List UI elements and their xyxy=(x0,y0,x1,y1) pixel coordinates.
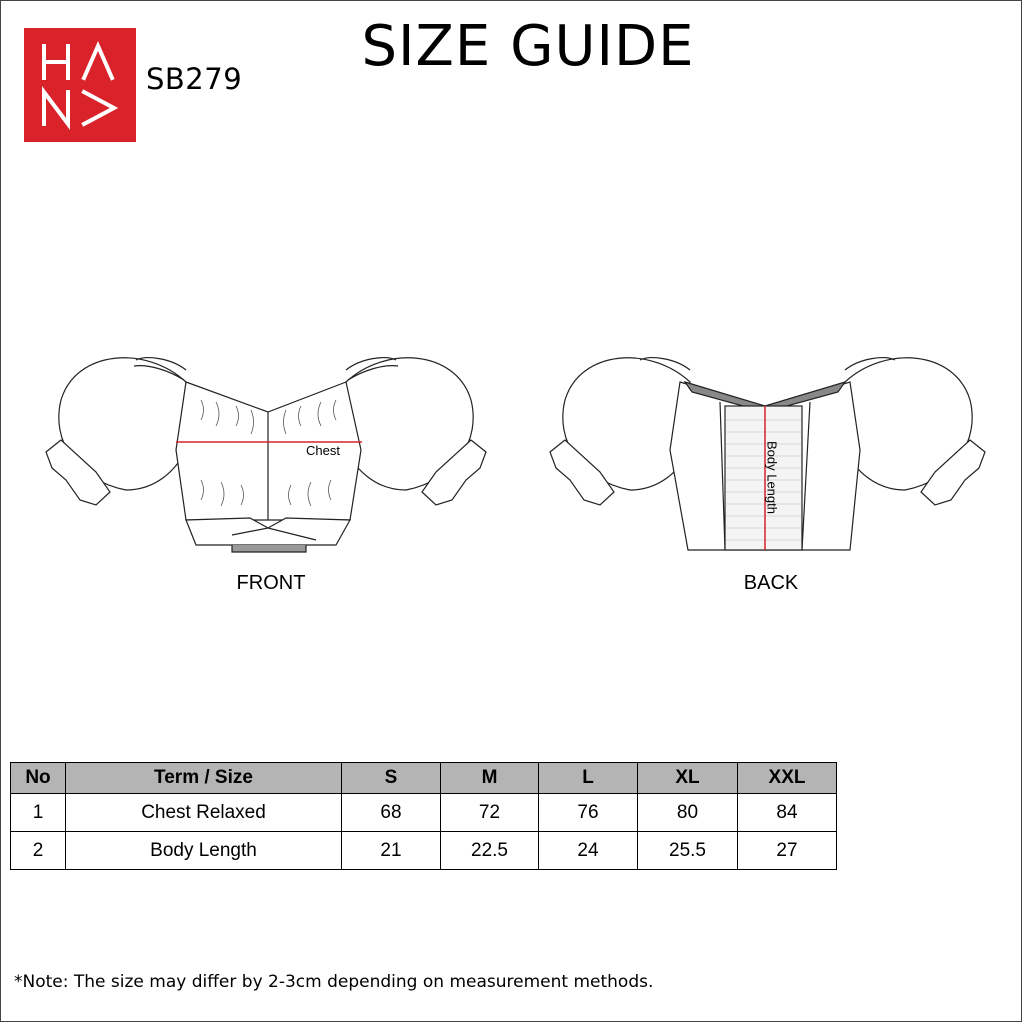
chest-label: Chest xyxy=(306,443,340,458)
product-code: SB279 xyxy=(146,62,243,96)
back-label: BACK xyxy=(743,572,799,594)
row-term: Chest Relaxed xyxy=(66,794,342,832)
front-sketch xyxy=(36,340,500,570)
cell-value: 25.5 xyxy=(638,832,738,870)
cell-value: 24 xyxy=(539,832,638,870)
cell-value: 80 xyxy=(638,794,738,832)
body-length-label: Body Length xyxy=(764,440,780,514)
measurement-note: *Note: The size may differ by 2-3cm depending on measurement methods. xyxy=(14,972,654,992)
front-label: FRONT xyxy=(236,572,306,594)
cell-value: 84 xyxy=(738,794,837,832)
row-no: 2 xyxy=(11,832,66,870)
header-size-xl: XL xyxy=(638,763,738,794)
table-row xyxy=(11,832,837,870)
header-size-m: M xyxy=(441,763,539,794)
header-size-l: L xyxy=(539,763,638,794)
page-title: SIZE GUIDE xyxy=(361,14,695,79)
cell-value: 72 xyxy=(441,794,539,832)
cell-value: 21 xyxy=(342,832,441,870)
cell-value: 76 xyxy=(539,794,638,832)
header-size-xxl: XXL xyxy=(738,763,837,794)
header-size-s: S xyxy=(342,763,441,794)
row-no: 1 xyxy=(11,794,66,832)
cell-value: 68 xyxy=(342,794,441,832)
table-header-row xyxy=(11,763,837,794)
row-term: Body Length xyxy=(66,832,342,870)
header-no: No xyxy=(11,763,66,794)
cell-value: 22.5 xyxy=(441,832,539,870)
table-row xyxy=(11,794,837,832)
cell-value: 27 xyxy=(738,832,837,870)
size-table xyxy=(10,762,837,870)
header-term: Term / Size xyxy=(66,763,342,794)
